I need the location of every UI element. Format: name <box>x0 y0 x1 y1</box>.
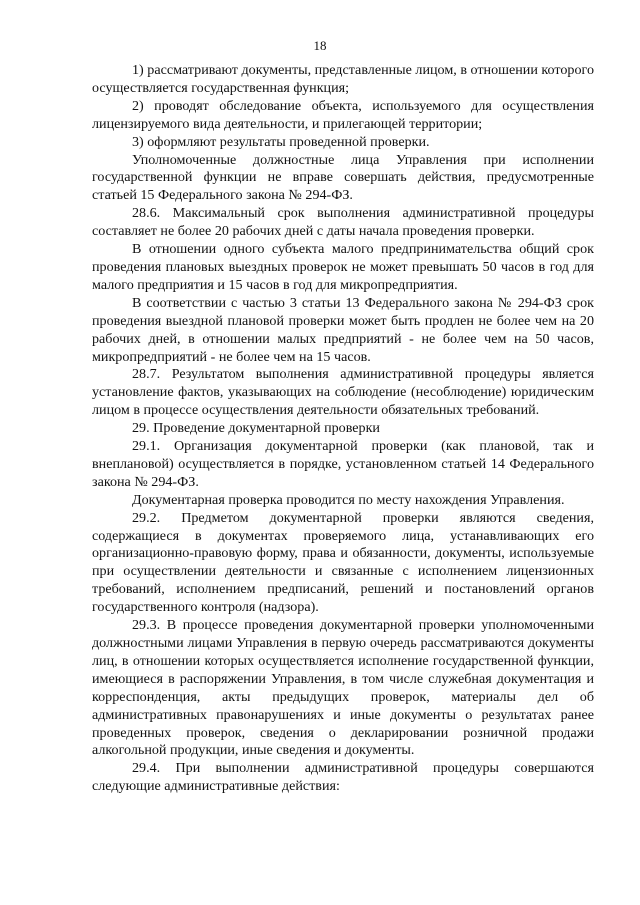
paragraph-14: 29.4. При выполнении административной процедуры совершаются следующие административные действия: <box>92 760 594 795</box>
paragraph-11: Документарная проверка проводится по месту нахождения Управления. <box>132 491 565 508</box>
page-number: 18 <box>313 38 327 53</box>
paragraph-8: 28.7. Результатом выполнения административной процедуры является установление фактов, указывающих на соблюдение (несоблюдение) юридическим лицом в процессе осуществления деятельности обязательных требований. <box>92 366 594 419</box>
paragraph-5: 28.6. Максимальный срок выполнения административной процедуры составляет не более 20 рабочих дней с даты начала проведения проверки. <box>92 205 594 240</box>
paragraph-7: В соответствии с частью 3 статьи 13 Федерального закона № 294-ФЗ срок проведения выездной плановой проверки может быть продлен не более чем на 20 рабочих дней, в отношении малых предприятий - не более чем на 50 часов, микропредприятий - не более чем на 15 часов. <box>92 294 594 365</box>
paragraph-4: Уполномоченные должностные лица Управления при исполнении государственной функции не вправе совершать действия, предусмотренные статьей 15 Федерального закона № 294-ФЗ. <box>92 151 594 204</box>
paragraph-1: 1) рассматривают документы, представленные лицом, в отношении которого осуществляется государственная функция; <box>92 62 594 96</box>
paragraph-2: 2) проводят обследование объекта, используемого для осуществления лицензируемого вида деятельности, и прилегающей территории; <box>92 97 594 132</box>
paragraph-10: 29.1. Организация документарной проверки (как плановой, так и внеплановой) осуществляется в порядке, установленном статьей 14 Федерального закона № 294-ФЗ. <box>92 438 594 490</box>
section-heading-29: 29. Проведение документарной проверки <box>132 420 380 437</box>
paragraph-6: В отношении одного субъекта малого предпринимательства общий срок проведения плановых выездных проверок не может превышать 50 часов в год для малого предприятия и 15 часов в год для микропредприятия. <box>92 241 594 293</box>
document-body <box>92 62 594 796</box>
paragraph-13: 29.3. В процессе проведения документарной проверки уполномоченными должностными лицами Управления в первую очередь рассматриваются документы лиц, в отношении которых осуществляется исполнение государственной функции, имеющиеся в распоряжении Управления, в том числе служебная документация и корреспонденция, акты предыдущих проверок, материалы дел об административных правонарушениях и иные документы о результатах ранее проведенных проверок, сведения о декларировании розничной продажи алкогольной продукции, иные сведения и документы. <box>92 617 594 759</box>
paragraph-3: 3) оформляют результаты проведенной проверки. <box>132 133 430 150</box>
paragraph-12: 29.2. Предметом документарной проверки являются сведения, содержащиеся в документах проверяемого лица, устанавливающих его организационно-правовую форму, права и обязанности, документы, используемые при осуществлении деятельности и связанные с исполнением лицензионных требований, исполнением предписаний, решений и постановлений органов государственного контроля (надзора). <box>92 509 594 616</box>
